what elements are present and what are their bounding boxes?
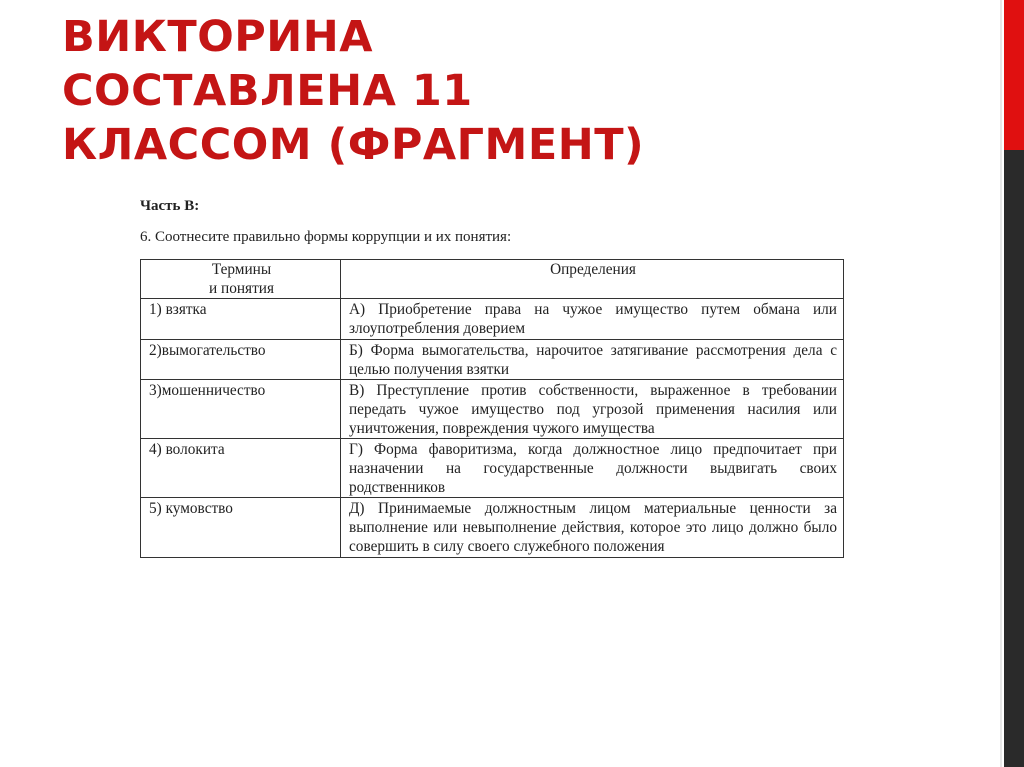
- slide-title-line-3: КЛАССОМ (ФРАГМЕНТ): [62, 120, 645, 170]
- table-row: [141, 498, 844, 557]
- definition-cell: Г) Форма фаворитизма, когда должностное лицо предпочитает при назначении на государственные должности выдвигать своих родственников: [341, 439, 844, 498]
- table-row: [141, 299, 844, 339]
- header-definitions: Определения: [341, 260, 844, 299]
- table-row: [141, 339, 844, 379]
- slide-title-line-1: ВИКТОРИНА: [62, 12, 374, 62]
- slide-title: [62, 10, 962, 172]
- term-cell: 1) взятка: [141, 299, 341, 339]
- accent-bar-dark: [1004, 150, 1024, 767]
- term-cell: 5) кумовство: [141, 498, 341, 557]
- term-cell: 4) волокита: [141, 439, 341, 498]
- accent-bar-red: [1004, 0, 1024, 150]
- slide-edge-divider: [1000, 0, 1002, 767]
- definition-cell: Д) Принимаемые должностным лицом материальные ценности за выполнение или невыполнение действия, которое это лицо должно было совершить в силу своего служебного положения: [341, 498, 844, 557]
- term-cell: 3)мошенничество: [141, 380, 341, 439]
- term-cell: 2)вымогательство: [141, 339, 341, 379]
- document-part-heading: Часть В:: [140, 198, 200, 214]
- definition-cell: В) Преступление против собственности, выраженное в требовании передать чужое имущество под угрозой применения насилия или уничтожения, повреждения чужого имущества: [341, 380, 844, 439]
- table-row: [141, 439, 844, 498]
- definition-cell: Б) Форма вымогательства, нарочитое затягивание рассмотрения дела с целью получения взятки: [341, 339, 844, 379]
- document-question: 6. Соотнесите правильно формы коррупции и их понятия:: [140, 229, 512, 245]
- matching-table: [140, 259, 844, 558]
- slide-title-line-2: СОСТАВЛЕНА 11: [62, 66, 473, 116]
- table-row: [141, 380, 844, 439]
- table-header-row: [141, 260, 844, 299]
- header-terms: Термины и понятия: [141, 260, 341, 299]
- definition-cell: А) Приобретение права на чужое имущество путем обмана или злоупотребления доверием: [341, 299, 844, 339]
